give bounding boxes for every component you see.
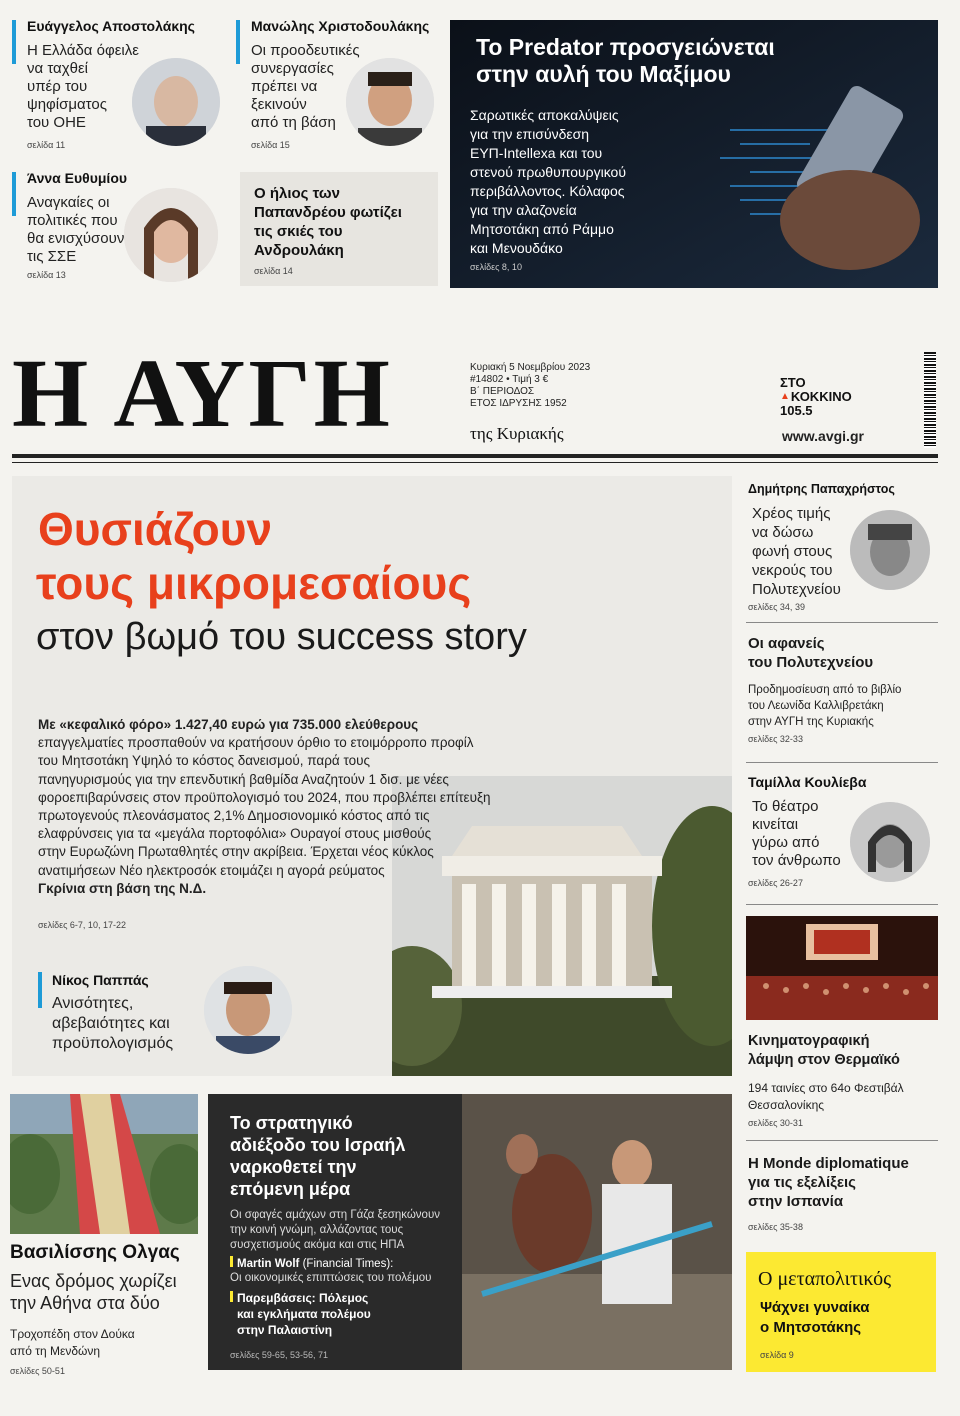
- avenue-photo: [10, 1094, 198, 1234]
- blue-marker: [12, 172, 16, 216]
- author-name: Δημήτρης Παπαχρήστος: [748, 482, 895, 496]
- author-quote: Οι προοδευτικές συνεργασίες πρέπει να ξεκινούν από τη βάση: [251, 42, 360, 131]
- page-ref: σελίδα 11: [27, 140, 66, 150]
- predator-title: Το Predator προσγειώνεται στην αυλή του Μαξίμου: [476, 34, 775, 87]
- israel-story: [208, 1094, 732, 1370]
- author-quote: Ανισότητες, αβεβαιότητες και προϋπολογισμός: [52, 995, 174, 1052]
- divider: [746, 904, 938, 905]
- story-title: Ψάχνει γυναίκα ο Μητσοτάκης: [760, 1299, 870, 1336]
- author-quote: Το θέατρο κινείται γύρω από τον άνθρωπο: [752, 798, 841, 869]
- author-name: Νίκος Παππάς: [52, 972, 149, 988]
- divider: [746, 622, 938, 623]
- predator-story: [450, 20, 938, 288]
- story-text: 194 ταινίες στο 64ο Φεστιβάλ Θεσσαλονίκης: [748, 1081, 904, 1112]
- masthead-rule: [12, 454, 938, 458]
- blue-marker: [38, 972, 42, 1008]
- portrait-photo: [124, 188, 218, 282]
- portrait-photo: [850, 802, 930, 882]
- portrait-photo: [850, 510, 930, 590]
- author-name: Ταμίλλα Κουλίεβα: [748, 774, 867, 790]
- red-triangle-icon: ▲: [780, 391, 790, 402]
- metapolitikos-box: [746, 1252, 936, 1372]
- story-text: Οι σφαγές αμάχων στη Γάζα ξεσηκώνουν την κοινή γνώμη, αλλάζοντας τους συσχετισμούς ακόμα και στις ΗΠΑ: [230, 1209, 440, 1251]
- column-name: Ο μεταπολιτικός: [758, 1268, 891, 1290]
- wolf-text: Οι οικονομικές επιπτώσεις του πολέμου: [230, 1272, 432, 1284]
- website[interactable]: www.avgi.gr: [782, 428, 864, 444]
- issue-info: Κυριακή 5 Νοεμβρίου 2023 #14802 • Τιμή 3 € Β΄ ΠΕΡΙΟΔΟΣ ΕΤΟΣ ΙΔΡΥΣΗΣ 1952: [470, 362, 591, 409]
- sidebar: [746, 476, 938, 1406]
- lead-headline-2: τους μικρομεσαίους: [36, 557, 472, 609]
- story-subtitle: Ενας δρόμος χωρίζει την Αθήνα στα δύο: [10, 1271, 177, 1313]
- divider: [746, 762, 938, 763]
- page-ref: σελίδες 8, 10: [470, 262, 522, 272]
- lead-subhead: στον βωμό του success story: [36, 616, 527, 658]
- barcode-icon: [924, 352, 936, 448]
- page-ref: σελίδες 6-7, 10, 17-22: [38, 920, 126, 930]
- predator-text: Σαρωτικές αποκαλύψεις για την επισύνδεση ΕΥΠ-Intellexa και του στενού πρωθυπουργικού περιβάλλοντος. Κόλαφος για την αλαζονεία Μητσοτάκη από Ράμμο και Μενουδάκο: [470, 107, 626, 256]
- page-ref: σελίδες 34, 39: [748, 602, 805, 612]
- portrait-photo: [346, 58, 434, 146]
- portrait-photo: [132, 58, 220, 146]
- author-quote: Αναγκαίες οι πολιτικές που θα ενισχύσουν τις ΣΣΕ: [27, 194, 125, 265]
- story-title: Οι αφανείς του Πολυτεχνείου: [748, 635, 874, 671]
- wolf-line: Martin Wolf (Financial Times):: [230, 1256, 393, 1272]
- lead-body: Με «κεφαλικό φόρο» 1.427,40 ευρώ για 735.000 ελεύθερους επαγγελματίες προσπαθούν να κρατήσουν όρθιο το ετοιμόρροπο προφίλ του Μητσοτάκη Υψηλό το κόστος δανεισμού, παρά τους πανηγυρισμούς για την επενδυτική βαθμίδα Αναζητούν 1 δισ. με νέες φοροεπιβαρύνσεις στον προϋπολογισμό του 2024, που προβλέπει επίτευξη πρωτογενούς πλεονάσματος 2,1% Δημοσιονομικό κόστος από τις ελαφρύνσεις για τα «μεγάλα πορτοφόλια» Ουραγοί στους μισθούς στην Ευρωζώνη Πρωταθλητές στην ακρίβεια. Έρχεται νέος κύκλος ανατιμήσεων Νέο ηλεκτροσόκ ετοιμάζει η αγορά ρεύματος Γκρίνια στη βάση της Ν.Δ.: [38, 717, 491, 896]
- author-name: Μανώλης Χριστοδουλάκης: [251, 18, 430, 34]
- masthead-subtitle: της Κυριακής: [470, 424, 564, 443]
- lead-story: [12, 476, 732, 1076]
- story-title: Κινηματογραφική λάμψη στον Θερμαϊκό: [748, 1033, 900, 1068]
- blue-marker: [12, 20, 16, 64]
- gaza-photo: [462, 1094, 732, 1370]
- portrait-photo: [204, 966, 292, 1054]
- lead-headline-1: Θυσιάζουν: [38, 503, 273, 555]
- cinema-photo: [746, 916, 938, 1020]
- page-ref: σελίδες 50-51: [10, 1366, 65, 1376]
- page-ref: σελίδα 9: [760, 1350, 794, 1360]
- blue-marker: [236, 20, 240, 64]
- divider: [746, 1140, 938, 1141]
- page-ref: σελίδα 13: [27, 270, 66, 280]
- page-ref: σελίδα 14: [254, 266, 293, 276]
- author-quote: Χρέος τιμής να δώσω φωνή στους νεκρούς του Πολυτεχνείου: [752, 505, 841, 598]
- page-ref: σελίδες 30-31: [748, 1118, 803, 1128]
- author-quote: Η Ελλάδα όφειλε να ταχθεί υπέρ του ψηφίσματος του ΟΗΕ: [27, 42, 139, 131]
- story-title: Η Monde diplomatique για τις εξελίξεις στην Ισπανία: [748, 1155, 909, 1210]
- story-title: Το στρατηγικό αδιέξοδο του Ισραήλ ναρκοθετεί την επόμενη μέρα: [230, 1113, 406, 1199]
- masthead-logo: Η ΑΥΓΗ: [12, 340, 393, 448]
- paremvaseis: Παρεμβάσεις: Πόλεμος και εγκλήματα πολέμου στην Παλαιστίνη: [230, 1290, 371, 1338]
- story-text: Προδημοσίευση από το βιβλίο του Λεωνίδα Καλλιβρετάκη στην ΑΥΓΗ της Κυριακής: [748, 684, 902, 728]
- story-title: Ο ήλιος των Παπανδρέου φωτίζει τις σκιές του Ανδρουλάκη: [254, 185, 402, 259]
- radio-logo: ΣΤΟ ▲ ΚΟΚΚΙΝΟ 105.5: [780, 375, 852, 418]
- yellow-marker: [230, 1291, 233, 1302]
- top-strip: [0, 0, 960, 300]
- author-name: Άννα Ευθυμίου: [27, 170, 128, 186]
- story-title: Βασιλίσσης Ολγας: [10, 1242, 180, 1263]
- author-name: Ευάγγελος Αποστολάκης: [27, 18, 195, 34]
- page-ref: σελίδες 35-38: [748, 1222, 803, 1232]
- page-ref: σελίδες 59-65, 53-56, 71: [230, 1350, 328, 1360]
- story-text: Τροχοπέδη στον Δούκα από τη Μενδώνη: [10, 1327, 135, 1358]
- page-ref: σελίδα 15: [251, 140, 290, 150]
- page-ref: σελίδες 26-27: [748, 878, 803, 888]
- yellow-marker: [230, 1256, 233, 1267]
- page-ref: σελίδες 32-33: [748, 734, 803, 744]
- masthead-rule-thin: [12, 462, 938, 463]
